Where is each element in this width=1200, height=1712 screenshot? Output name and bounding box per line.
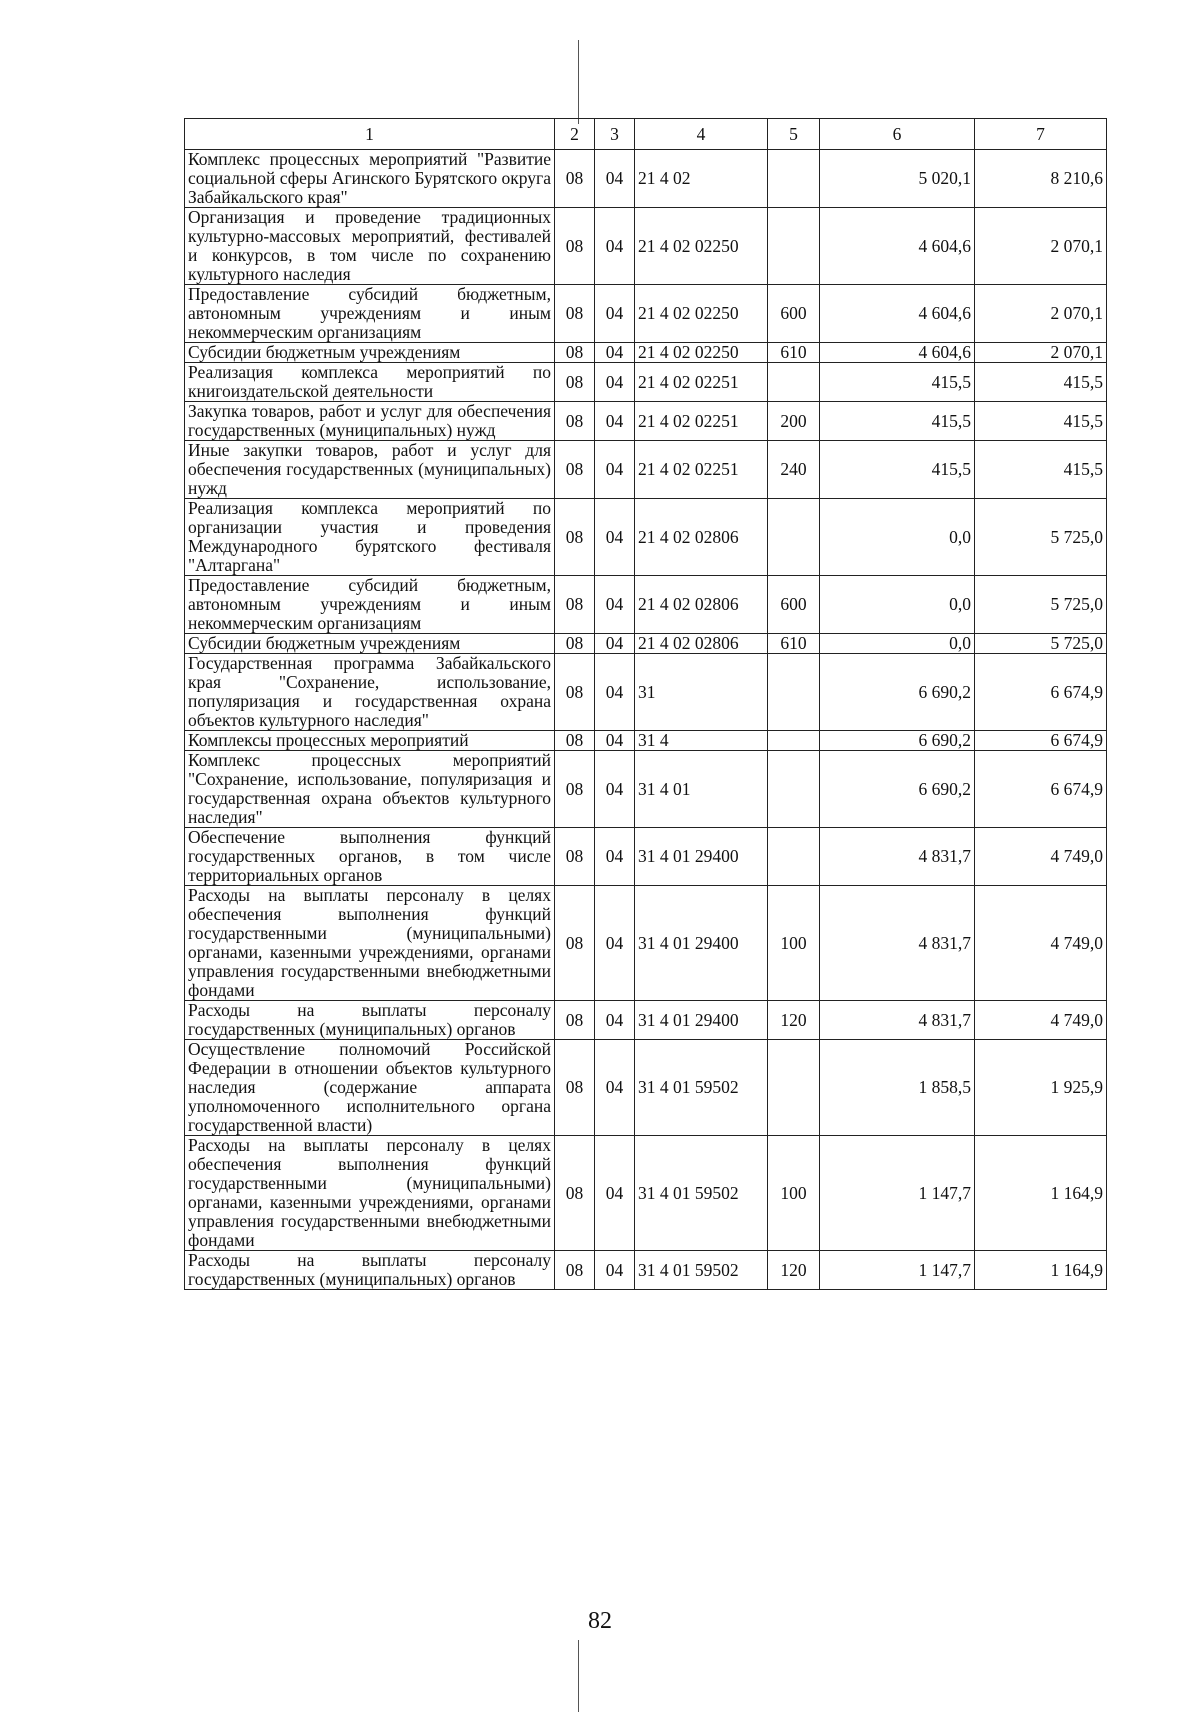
table-row xyxy=(185,654,1107,731)
row-subsection-code: 04 xyxy=(595,886,635,1001)
row-amount-year-1: 4 604,6 xyxy=(820,343,975,363)
row-description: Комплекс процессных мероприятий "Развитие социальной сферы Агинского Бурятского округа Забайкальского края" xyxy=(185,150,555,208)
row-target-article-code: 21 4 02 02250 xyxy=(635,343,768,363)
row-section-code: 08 xyxy=(555,402,595,441)
row-expense-type-code: 600 xyxy=(768,576,820,634)
row-amount-year-1: 415,5 xyxy=(820,363,975,402)
row-target-article-code: 21 4 02 02250 xyxy=(635,208,768,285)
row-target-article-code: 31 4 01 xyxy=(635,751,768,828)
table-row xyxy=(185,576,1107,634)
row-section-code: 08 xyxy=(555,634,595,654)
row-section-code: 08 xyxy=(555,1040,595,1136)
row-description: Иные закупки товаров, работ и услуг для обеспечения государственных (муниципальных) нужд xyxy=(185,441,555,499)
row-amount-year-1: 6 690,2 xyxy=(820,654,975,731)
row-target-article-code: 21 4 02 02251 xyxy=(635,441,768,499)
row-amount-year-2: 5 725,0 xyxy=(975,576,1107,634)
row-amount-year-2: 1 164,9 xyxy=(975,1251,1107,1290)
budget-table xyxy=(184,118,1107,1290)
row-amount-year-1: 6 690,2 xyxy=(820,751,975,828)
row-target-article-code: 31 4 01 59502 xyxy=(635,1136,768,1251)
row-amount-year-1: 4 604,6 xyxy=(820,208,975,285)
row-subsection-code: 04 xyxy=(595,150,635,208)
row-expense-type-code: 100 xyxy=(768,886,820,1001)
row-section-code: 08 xyxy=(555,1251,595,1290)
row-expense-type-code xyxy=(768,363,820,402)
row-target-article-code: 21 4 02 02806 xyxy=(635,576,768,634)
row-description: Расходы на выплаты персоналу в целях обеспечения выполнения функций государственными (муниципальными) органами, казенными учреждениями, органами управления государственными внебюджетными фондами xyxy=(185,886,555,1001)
row-expense-type-code: 600 xyxy=(768,285,820,343)
row-target-article-code: 21 4 02 02251 xyxy=(635,402,768,441)
row-expense-type-code xyxy=(768,828,820,886)
row-subsection-code: 04 xyxy=(595,363,635,402)
row-target-article-code: 31 4 01 29400 xyxy=(635,828,768,886)
scan-fold-line-bottom xyxy=(578,1640,579,1712)
row-subsection-code: 04 xyxy=(595,402,635,441)
row-expense-type-code xyxy=(768,654,820,731)
row-section-code: 08 xyxy=(555,343,595,363)
row-section-code: 08 xyxy=(555,751,595,828)
row-amount-year-2: 8 210,6 xyxy=(975,150,1107,208)
row-description: Государственная программа Забайкальского края "Сохранение, использование, популяризация и государственная охрана объектов культурного наследия" xyxy=(185,654,555,731)
table-row xyxy=(185,828,1107,886)
row-amount-year-2: 1 925,9 xyxy=(975,1040,1107,1136)
row-section-code: 08 xyxy=(555,886,595,1001)
row-target-article-code: 31 4 xyxy=(635,731,768,751)
row-description: Субсидии бюджетным учреждениям xyxy=(185,343,555,363)
row-expense-type-code xyxy=(768,150,820,208)
row-amount-year-2: 6 674,9 xyxy=(975,654,1107,731)
row-amount-year-1: 0,0 xyxy=(820,576,975,634)
row-target-article-code: 31 4 01 59502 xyxy=(635,1040,768,1136)
row-description: Реализация комплекса мероприятий по организации участия и проведения Международного бурятского фестиваля "Алтаргана" xyxy=(185,499,555,576)
row-amount-year-1: 4 831,7 xyxy=(820,828,975,886)
row-section-code: 08 xyxy=(555,1001,595,1040)
row-target-article-code: 31 xyxy=(635,654,768,731)
row-section-code: 08 xyxy=(555,285,595,343)
column-header: 5 xyxy=(768,119,820,150)
row-amount-year-1: 0,0 xyxy=(820,634,975,654)
row-amount-year-1: 4 831,7 xyxy=(820,1001,975,1040)
row-section-code: 08 xyxy=(555,654,595,731)
row-expense-type-code xyxy=(768,499,820,576)
row-description: Комплекс процессных мероприятий "Сохранение, использование, популяризация и государственная охрана объектов культурного наследия" xyxy=(185,751,555,828)
row-amount-year-2: 2 070,1 xyxy=(975,343,1107,363)
row-amount-year-1: 415,5 xyxy=(820,441,975,499)
row-section-code: 08 xyxy=(555,1136,595,1251)
row-target-article-code: 31 4 01 59502 xyxy=(635,1251,768,1290)
row-subsection-code: 04 xyxy=(595,828,635,886)
row-expense-type-code xyxy=(768,208,820,285)
row-description: Субсидии бюджетным учреждениям xyxy=(185,634,555,654)
page-number: 82 xyxy=(588,1608,612,1634)
row-subsection-code: 04 xyxy=(595,1001,635,1040)
row-amount-year-2: 6 674,9 xyxy=(975,751,1107,828)
table-row xyxy=(185,751,1107,828)
row-description: Организация и проведение традиционных культурно-массовых мероприятий, фестивалей и конкурсов, в том числе по сохранению культурного наследия xyxy=(185,208,555,285)
row-description: Предоставление субсидий бюджетным, автономным учреждениям и иным некоммерческим организациям xyxy=(185,285,555,343)
scan-fold-line-top xyxy=(578,40,579,124)
row-amount-year-2: 415,5 xyxy=(975,441,1107,499)
row-subsection-code: 04 xyxy=(595,285,635,343)
row-description: Расходы на выплаты персоналу в целях обеспечения выполнения функций государственными (муниципальными) органами, казенными учреждениями, органами управления государственными внебюджетными фондами xyxy=(185,1136,555,1251)
row-expense-type-code: 120 xyxy=(768,1001,820,1040)
row-amount-year-1: 6 690,2 xyxy=(820,731,975,751)
row-expense-type-code xyxy=(768,751,820,828)
table-row xyxy=(185,441,1107,499)
row-subsection-code: 04 xyxy=(595,634,635,654)
row-section-code: 08 xyxy=(555,576,595,634)
row-target-article-code: 21 4 02 xyxy=(635,150,768,208)
row-expense-type-code: 610 xyxy=(768,343,820,363)
row-section-code: 08 xyxy=(555,828,595,886)
row-description: Обеспечение выполнения функций государственных органов, в том числе территориальных органов xyxy=(185,828,555,886)
row-description: Комплексы процессных мероприятий xyxy=(185,731,555,751)
row-subsection-code: 04 xyxy=(595,1251,635,1290)
column-header: 6 xyxy=(820,119,975,150)
row-section-code: 08 xyxy=(555,499,595,576)
row-expense-type-code xyxy=(768,1040,820,1136)
row-amount-year-2: 1 164,9 xyxy=(975,1136,1107,1251)
row-section-code: 08 xyxy=(555,150,595,208)
row-amount-year-1: 1 858,5 xyxy=(820,1040,975,1136)
row-amount-year-1: 415,5 xyxy=(820,402,975,441)
row-section-code: 08 xyxy=(555,363,595,402)
row-amount-year-2: 2 070,1 xyxy=(975,285,1107,343)
column-header: 4 xyxy=(635,119,768,150)
row-subsection-code: 04 xyxy=(595,576,635,634)
row-amount-year-1: 0,0 xyxy=(820,499,975,576)
row-description: Предоставление субсидий бюджетным, автономным учреждениям и иным некоммерческим организациям xyxy=(185,576,555,634)
column-header: 1 xyxy=(185,119,555,150)
table-row xyxy=(185,402,1107,441)
row-section-code: 08 xyxy=(555,731,595,751)
row-description: Расходы на выплаты персоналу государственных (муниципальных) органов xyxy=(185,1001,555,1040)
row-expense-type-code xyxy=(768,731,820,751)
table-row xyxy=(185,634,1107,654)
table-row xyxy=(185,150,1107,208)
row-amount-year-1: 4 831,7 xyxy=(820,886,975,1001)
row-amount-year-2: 6 674,9 xyxy=(975,731,1107,751)
row-section-code: 08 xyxy=(555,208,595,285)
table-row xyxy=(185,731,1107,751)
row-description: Закупка товаров, работ и услуг для обеспечения государственных (муниципальных) нужд xyxy=(185,402,555,441)
table-row xyxy=(185,499,1107,576)
table-row xyxy=(185,285,1107,343)
row-section-code: 08 xyxy=(555,441,595,499)
row-subsection-code: 04 xyxy=(595,1136,635,1251)
row-expense-type-code: 120 xyxy=(768,1251,820,1290)
row-target-article-code: 21 4 02 02251 xyxy=(635,363,768,402)
table-row xyxy=(185,1136,1107,1251)
row-expense-type-code: 100 xyxy=(768,1136,820,1251)
row-amount-year-1: 1 147,7 xyxy=(820,1251,975,1290)
row-subsection-code: 04 xyxy=(595,731,635,751)
row-amount-year-1: 5 020,1 xyxy=(820,150,975,208)
row-target-article-code: 21 4 02 02806 xyxy=(635,634,768,654)
row-amount-year-2: 4 749,0 xyxy=(975,828,1107,886)
row-subsection-code: 04 xyxy=(595,441,635,499)
table-row xyxy=(185,1001,1107,1040)
column-header: 3 xyxy=(595,119,635,150)
row-subsection-code: 04 xyxy=(595,1040,635,1136)
row-amount-year-1: 1 147,7 xyxy=(820,1136,975,1251)
row-subsection-code: 04 xyxy=(595,654,635,731)
row-amount-year-2: 4 749,0 xyxy=(975,1001,1107,1040)
row-expense-type-code: 240 xyxy=(768,441,820,499)
table-row xyxy=(185,1040,1107,1136)
row-expense-type-code: 200 xyxy=(768,402,820,441)
row-amount-year-2: 4 749,0 xyxy=(975,886,1107,1001)
row-target-article-code: 31 4 01 29400 xyxy=(635,886,768,1001)
row-target-article-code: 21 4 02 02250 xyxy=(635,285,768,343)
column-header: 2 xyxy=(555,119,595,150)
row-amount-year-2: 2 070,1 xyxy=(975,208,1107,285)
row-subsection-code: 04 xyxy=(595,751,635,828)
table-row xyxy=(185,208,1107,285)
row-expense-type-code: 610 xyxy=(768,634,820,654)
row-amount-year-2: 5 725,0 xyxy=(975,634,1107,654)
row-amount-year-1: 4 604,6 xyxy=(820,285,975,343)
column-header: 7 xyxy=(975,119,1107,150)
row-amount-year-2: 415,5 xyxy=(975,363,1107,402)
row-target-article-code: 21 4 02 02806 xyxy=(635,499,768,576)
row-amount-year-2: 415,5 xyxy=(975,402,1107,441)
table-row xyxy=(185,886,1107,1001)
row-target-article-code: 31 4 01 29400 xyxy=(635,1001,768,1040)
header-row xyxy=(185,119,1107,150)
row-description: Осуществление полномочий Российской Федерации в отношении объектов культурного наследия (содержание аппарата уполномоченного исполнительного органа государственной власти) xyxy=(185,1040,555,1136)
table-row xyxy=(185,363,1107,402)
row-subsection-code: 04 xyxy=(595,208,635,285)
table-row xyxy=(185,343,1107,363)
row-subsection-code: 04 xyxy=(595,343,635,363)
row-description: Реализация комплекса мероприятий по книгоиздательской деятельности xyxy=(185,363,555,402)
row-subsection-code: 04 xyxy=(595,499,635,576)
row-amount-year-2: 5 725,0 xyxy=(975,499,1107,576)
table-body xyxy=(185,150,1107,1290)
table-row xyxy=(185,1251,1107,1290)
row-description: Расходы на выплаты персоналу государственных (муниципальных) органов xyxy=(185,1251,555,1290)
